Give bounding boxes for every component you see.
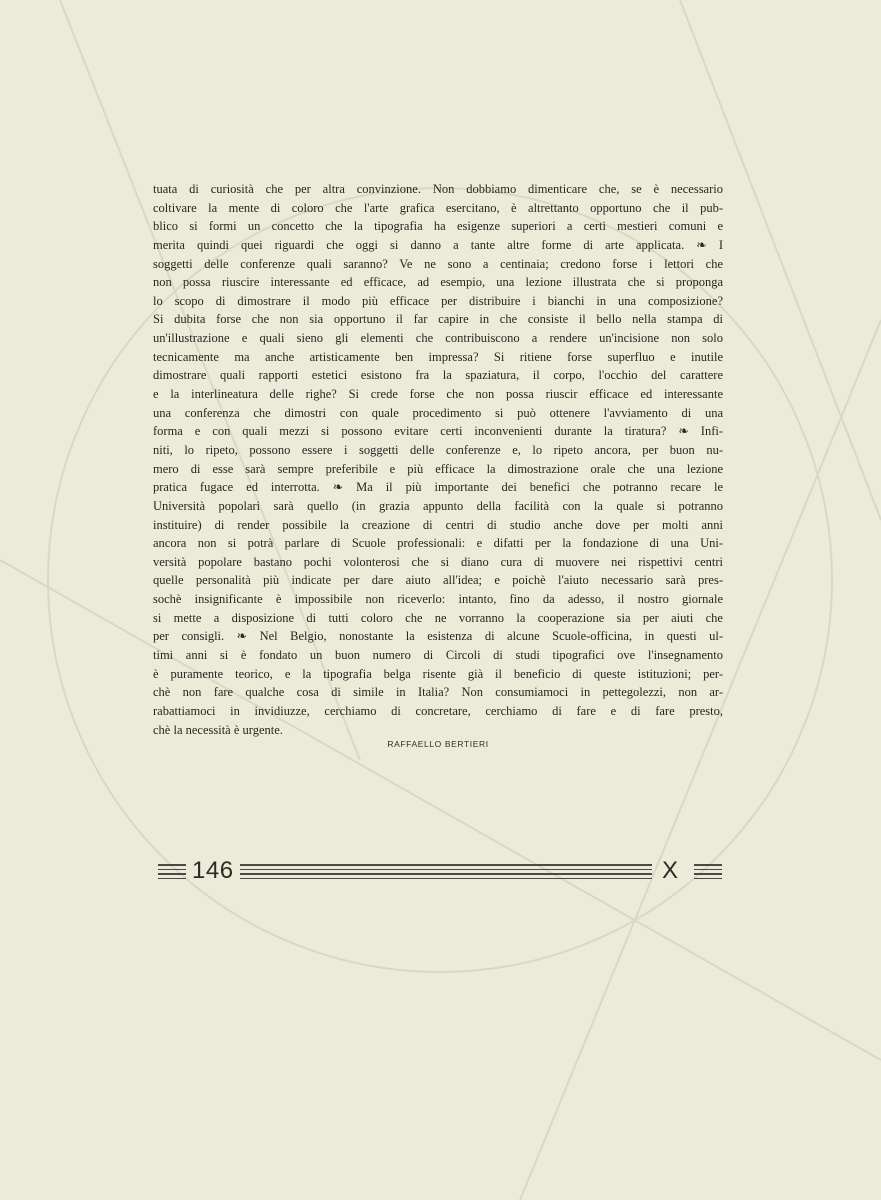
text-line: tecnicamente ma anche artisticamente ben impressa? Si ritiene forse superfluo e inutile	[153, 349, 723, 364]
text-line: instituire) di render possibile la creazione di centri di studio anche dove per molti anni	[153, 517, 723, 532]
text-line: Università popolari sarà quello (in grazia appunto della facilità con la quale si potranno	[153, 498, 723, 513]
text-line: rabattiamoci in invidiuzze, cerchiamo di concretare, cerchiamo di fare e di fare presto,	[153, 703, 723, 718]
issue-number: X	[662, 857, 679, 884]
text-line: tuata di curiosità che per altra convinzione. Non dobbiamo dimenticare che, se è necessario	[153, 182, 723, 196]
text-line: quelle personalità più indicate per dare aiuto all'idea; e poichè l'aiuto necessario sarà pres-	[153, 573, 723, 588]
text-line: per consigli. ❧ Nel Belgio, nonostante la esistenza di alcune Scuole-officina, in questi ul-	[153, 629, 723, 644]
footer-rule-left	[158, 864, 186, 882]
text-line: coltivare la mente di coloro che l'arte grafica esercitano, è altrettanto opportuno che il pub-	[153, 200, 723, 215]
text-line: un'illustrazione e quali sieno gli elementi che contribuiscono a rendere un'incisione non solo	[153, 331, 723, 346]
text-line: una conferenza che dimostri con quale procedimento si può ottenere l'avviamento di una	[153, 405, 723, 420]
text-line: sochè insignificante è impossibile non riceverlo: intanto, fino da adesso, il nostro giornale	[153, 592, 723, 607]
text-line: pratica fugace ed interrotta. ❧ Ma il più importante dei benefici che potranno recare le	[153, 480, 723, 495]
text-line: Si dubita forse che non sia opportuno il far capire in che consiste il bello nella stampa di	[153, 312, 723, 327]
text-line: lo scopo di dimostrare il modo più efficace per distribuire i bianchi in una composizione?	[153, 293, 723, 308]
text-line: chè la necessità è urgente.	[153, 722, 283, 737]
text-line: soggetti delle conferenze quali saranno? Ve ne sono a centinaia; credono forse i lettori che	[153, 256, 723, 271]
text-line: versità popolare bastano pochi volonterosi che si diano cura di muovere nei rispettivi centri	[153, 554, 723, 569]
text-line: chè non fare qualche cosa di simile in Italia? Non consumiamoci in pettegolezzi, non ar-	[153, 685, 723, 700]
text-line: timi anni si è fondato un buon numero di Circoli di studi tipografici ove l'insegnamento	[153, 648, 723, 663]
text-line: blico si formi un concetto che la tipografia ha esigenze superiori a certi mestieri comuni e	[153, 219, 723, 234]
article-body	[153, 180, 723, 739]
text-line: dimostrare quali rapporti estetici esistono fra la spaziatura, il corpo, l'occhio del carattere	[153, 368, 723, 383]
text-line: e la interlineatura delle righe? Si crede forse che non possa riuscir efficace ed interessante	[153, 387, 723, 402]
text-line: è puramente teorico, e la tipografia belga risente già il beneficio di queste istituzioni; per-	[153, 666, 723, 681]
text-line: mero di esse sarà sempre preferibile e più efficace la dimostrazione orale che una lezione	[153, 461, 723, 476]
text-line: si mette a disposizione di tutti coloro che ne vorranno la cooperazione sia per aiuti che	[153, 610, 723, 625]
footer-rule-right	[694, 864, 722, 882]
author-signature: RAFFAELLO BERTIERI	[387, 739, 489, 749]
text-line: merita quindi quei riguardi che oggi si danno a tante altre forme di arte applicata. ❧ I	[153, 237, 723, 252]
page-number: 146	[192, 857, 234, 884]
text-line: non possa riuscire interessante ed efficace, ad esempio, una lezione illustrata che si proponga	[153, 275, 723, 290]
text-line: ancora non si potrà parlare di Scuole professionali: e difatti per la fondazione di una Uni-	[153, 536, 723, 551]
text-line: forma e con quali mezzi si possono evitare certi inconvenienti durante la tiratura? ❧ Infi-	[153, 424, 723, 439]
footer-rule-center	[240, 864, 652, 882]
text-line: niti, lo ripeto, possono essere i soggetti delle conferenze e, lo ripeto ancora, per buon nu-	[153, 442, 723, 457]
